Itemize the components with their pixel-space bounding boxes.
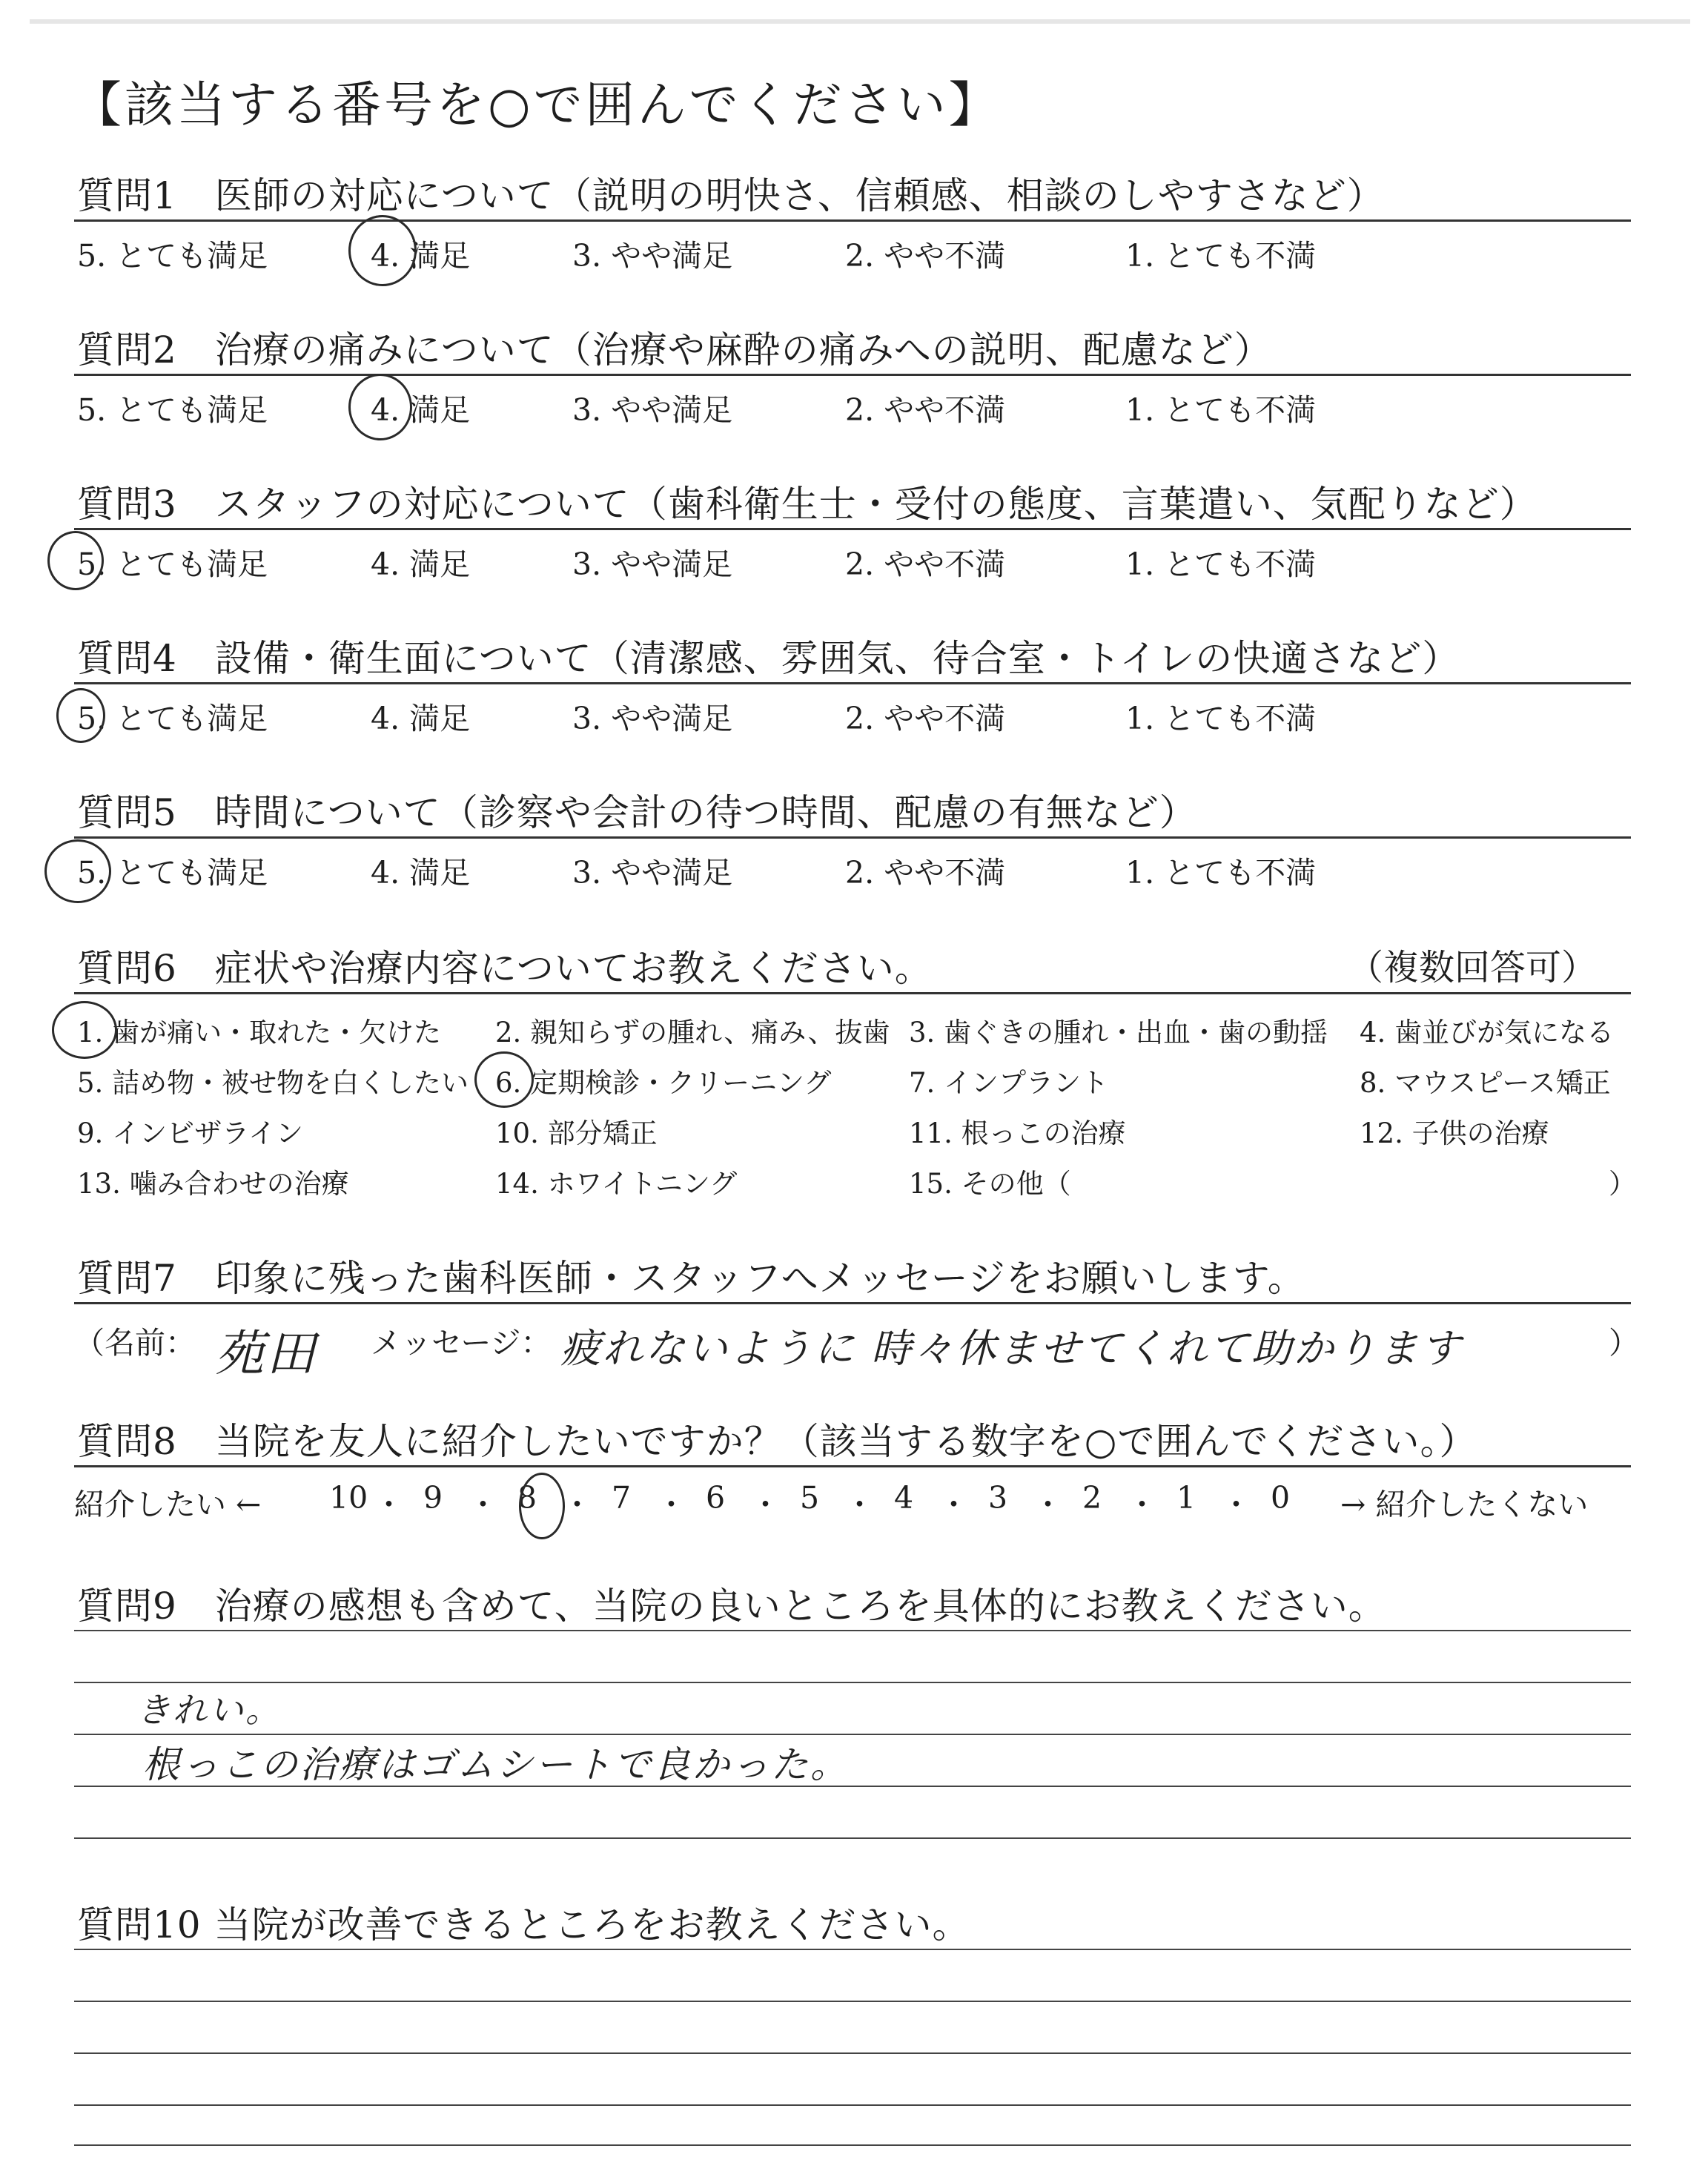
option-4[interactable]: 4. 満足 [371, 392, 471, 428]
question-rule [74, 1465, 1631, 1467]
question-rule [74, 992, 1631, 994]
question-title: 質問6 症状や治療内容についてお教えください。 [77, 947, 933, 990]
question-3 [0, 472, 1708, 590]
question-title: 質問3 スタッフの対応について（歯科衛生士・受付の態度、言葉遣い、気配りなど） [77, 483, 1537, 526]
question-8 [0, 1409, 1708, 1535]
scale-value-4[interactable]: 4 [894, 1480, 914, 1516]
scale-value-7[interactable]: 7 [612, 1480, 632, 1516]
option-5[interactable]: 5. とても満足 [77, 238, 268, 274]
option-4[interactable]: 4. 満足 [371, 546, 471, 582]
q6-option-12[interactable]: 12. 子供の治療 [1360, 1117, 1549, 1149]
q6-option-7[interactable]: 7. インプラント [909, 1067, 1109, 1099]
multiple-answers-note: （複数回答可） [1347, 947, 1597, 988]
answer-line [74, 2104, 1631, 2106]
scale-separator: ・ [656, 1487, 686, 1522]
option-5[interactable]: 5. とても満足 [77, 855, 268, 891]
q6-option-5[interactable]: 5. 詰め物・被せ物を白くしたい [77, 1067, 469, 1099]
question-title: 質問10 当院が改善できるところをお教えください。 [77, 1903, 970, 1946]
selection-circle [474, 1051, 534, 1108]
option-3[interactable]: 3. やや満足 [572, 855, 733, 891]
handwritten-message: 疲れないように 時々休ませてくれて助かります [560, 1325, 1463, 1372]
option-3[interactable]: 3. やや満足 [572, 392, 733, 428]
answer-line [74, 1837, 1631, 1839]
option-4[interactable]: 4. 満足 [371, 855, 471, 891]
q6-option-14[interactable]: 14. ホワイトニング [495, 1168, 738, 1200]
option-2[interactable]: 2. やや不満 [845, 855, 1006, 891]
scale-separator: ・ [844, 1487, 875, 1522]
answer-line [74, 2001, 1631, 2002]
scale-value-8[interactable]: 8 [517, 1480, 537, 1516]
option-3[interactable]: 3. やや満足 [572, 701, 733, 736]
handwritten-name: 苑田 [215, 1325, 317, 1382]
selection-circle [56, 688, 105, 743]
q6-option-15-close: ） [1609, 1168, 1636, 1200]
question-7 [0, 1246, 1708, 1382]
scale-value-3[interactable]: 3 [988, 1480, 1008, 1516]
question-title: 質問4 設備・衛生面について（清潔感、雰囲気、待合室・トイレの快適さなど） [77, 637, 1460, 680]
q6-option-2[interactable]: 2. 親知らずの腫れ、痛み、抜歯 [495, 1017, 890, 1048]
option-5[interactable]: 5. とても満足 [77, 392, 268, 428]
question-rule [74, 219, 1631, 222]
question-5 [0, 780, 1708, 899]
message-close: ） [1609, 1325, 1639, 1361]
option-1[interactable]: 1. とても不満 [1125, 855, 1317, 891]
question-2 [0, 317, 1708, 436]
answer-line [74, 1682, 1631, 1683]
q6-option-1[interactable]: 1. 歯が痛い・取れた・欠けた [77, 1017, 442, 1048]
question-rule [74, 836, 1631, 839]
question-9 [0, 1571, 1708, 1852]
question-title: 質問5 時間について（診察や会計の待つ時間、配慮の有無など） [77, 791, 1197, 834]
recommend-right-label: → 紹介したくない [1340, 1487, 1589, 1522]
scale-value-0[interactable]: 0 [1271, 1480, 1291, 1516]
question-title: 質問7 印象に残った歯科医師・スタッフへメッセージをお願いします。 [77, 1257, 1305, 1300]
question-4 [0, 626, 1708, 744]
question-rule [74, 682, 1631, 684]
answer-line [74, 2052, 1631, 2054]
option-3[interactable]: 3. やや満足 [572, 546, 733, 582]
q6-option-4[interactable]: 4. 歯並びが気になる [1360, 1017, 1615, 1048]
scale-separator: ・ [750, 1487, 781, 1522]
selection-circle [47, 531, 104, 590]
option-2[interactable]: 2. やや不満 [845, 238, 1006, 274]
selection-circle [348, 215, 417, 286]
option-2[interactable]: 2. やや不満 [845, 546, 1006, 582]
question-rule [74, 1302, 1631, 1304]
scan-top-edge [30, 19, 1690, 24]
option-2[interactable]: 2. やや不満 [845, 701, 1006, 736]
question-10 [0, 1889, 1708, 2160]
message-label: メッセージ： [371, 1325, 552, 1361]
scale-value-2[interactable]: 2 [1082, 1480, 1102, 1516]
scale-separator: ・ [1221, 1487, 1251, 1522]
option-3[interactable]: 3. やや満足 [572, 238, 733, 274]
question-title: 質問1 医師の対応について（説明の明快さ、信頼感、相談のしやすさなど） [77, 174, 1385, 217]
option-1[interactable]: 1. とても不満 [1125, 546, 1317, 582]
question-6 [0, 936, 1708, 1218]
scale-separator: ・ [562, 1487, 592, 1522]
option-4[interactable]: 4. 満足 [371, 238, 471, 274]
question-title: 質問2 治療の痛みについて（治療や麻酔の痛みへの説明、配慮など） [77, 328, 1272, 371]
selection-circle [52, 1001, 117, 1059]
option-1[interactable]: 1. とても不満 [1125, 238, 1317, 274]
scale-separator: ・ [374, 1487, 404, 1522]
q6-option-3[interactable]: 3. 歯ぐきの腫れ・出血・歯の動揺 [909, 1017, 1328, 1048]
q6-option-13[interactable]: 13. 噛み合わせの治療 [77, 1168, 349, 1200]
q6-option-6[interactable]: 6. 定期検診・クリーニング [495, 1067, 832, 1099]
handwritten-answer-line-1: きれい。 [136, 1690, 282, 1730]
scale-value-9[interactable]: 9 [423, 1480, 443, 1516]
selection-circle [519, 1473, 565, 1539]
option-1[interactable]: 1. とても不満 [1125, 701, 1317, 736]
option-1[interactable]: 1. とても不満 [1125, 392, 1317, 428]
question-1 [0, 163, 1708, 282]
recommend-left-label: 紹介したい ← [74, 1487, 262, 1522]
scale-separator: ・ [468, 1487, 498, 1522]
handwritten-answer-line-2: 根っこの治療はゴムシートで良かった。 [142, 1743, 850, 1786]
option-5[interactable]: 5. とても満足 [77, 701, 268, 736]
question-title: 質問9 治療の感想も含めて、当院の良いところを具体的にお教えください。 [77, 1585, 1386, 1628]
scale-value-6[interactable]: 6 [706, 1480, 726, 1516]
page-heading: 【該当する番号を○で囲んでください】 [73, 76, 1001, 133]
answer-line [74, 1630, 1631, 1631]
scale-separator: ・ [1033, 1487, 1063, 1522]
question-title: 質問8 当院を友人に紹介したいですか？（該当する数字を○で囲んでください。） [77, 1420, 1477, 1463]
name-label: （名前： [74, 1325, 196, 1361]
question-rule [74, 528, 1631, 530]
option-4[interactable]: 4. 満足 [371, 701, 471, 736]
scale-value-1[interactable]: 1 [1176, 1480, 1196, 1516]
answer-line [74, 2144, 1631, 2146]
q6-option-11[interactable]: 11. 根っこの治療 [909, 1117, 1126, 1149]
selection-circle [44, 839, 111, 903]
question-rule [74, 374, 1631, 376]
q6-option-10[interactable]: 10. 部分矯正 [495, 1117, 658, 1149]
option-2[interactable]: 2. やや不満 [845, 392, 1006, 428]
q6-option-8[interactable]: 8. マウスピース矯正 [1360, 1067, 1611, 1099]
scale-separator: ・ [1127, 1487, 1157, 1522]
scale-value-10[interactable]: 10 [329, 1480, 368, 1516]
answer-line [74, 1949, 1631, 1950]
option-5[interactable]: 5. とても満足 [77, 546, 268, 582]
selection-circle [348, 374, 412, 440]
q6-option-15[interactable]: 15. その他（ [909, 1168, 1071, 1200]
scale-separator: ・ [939, 1487, 969, 1522]
scale-value-5[interactable]: 5 [800, 1480, 820, 1516]
q6-option-9[interactable]: 9. インビザライン [77, 1117, 303, 1149]
